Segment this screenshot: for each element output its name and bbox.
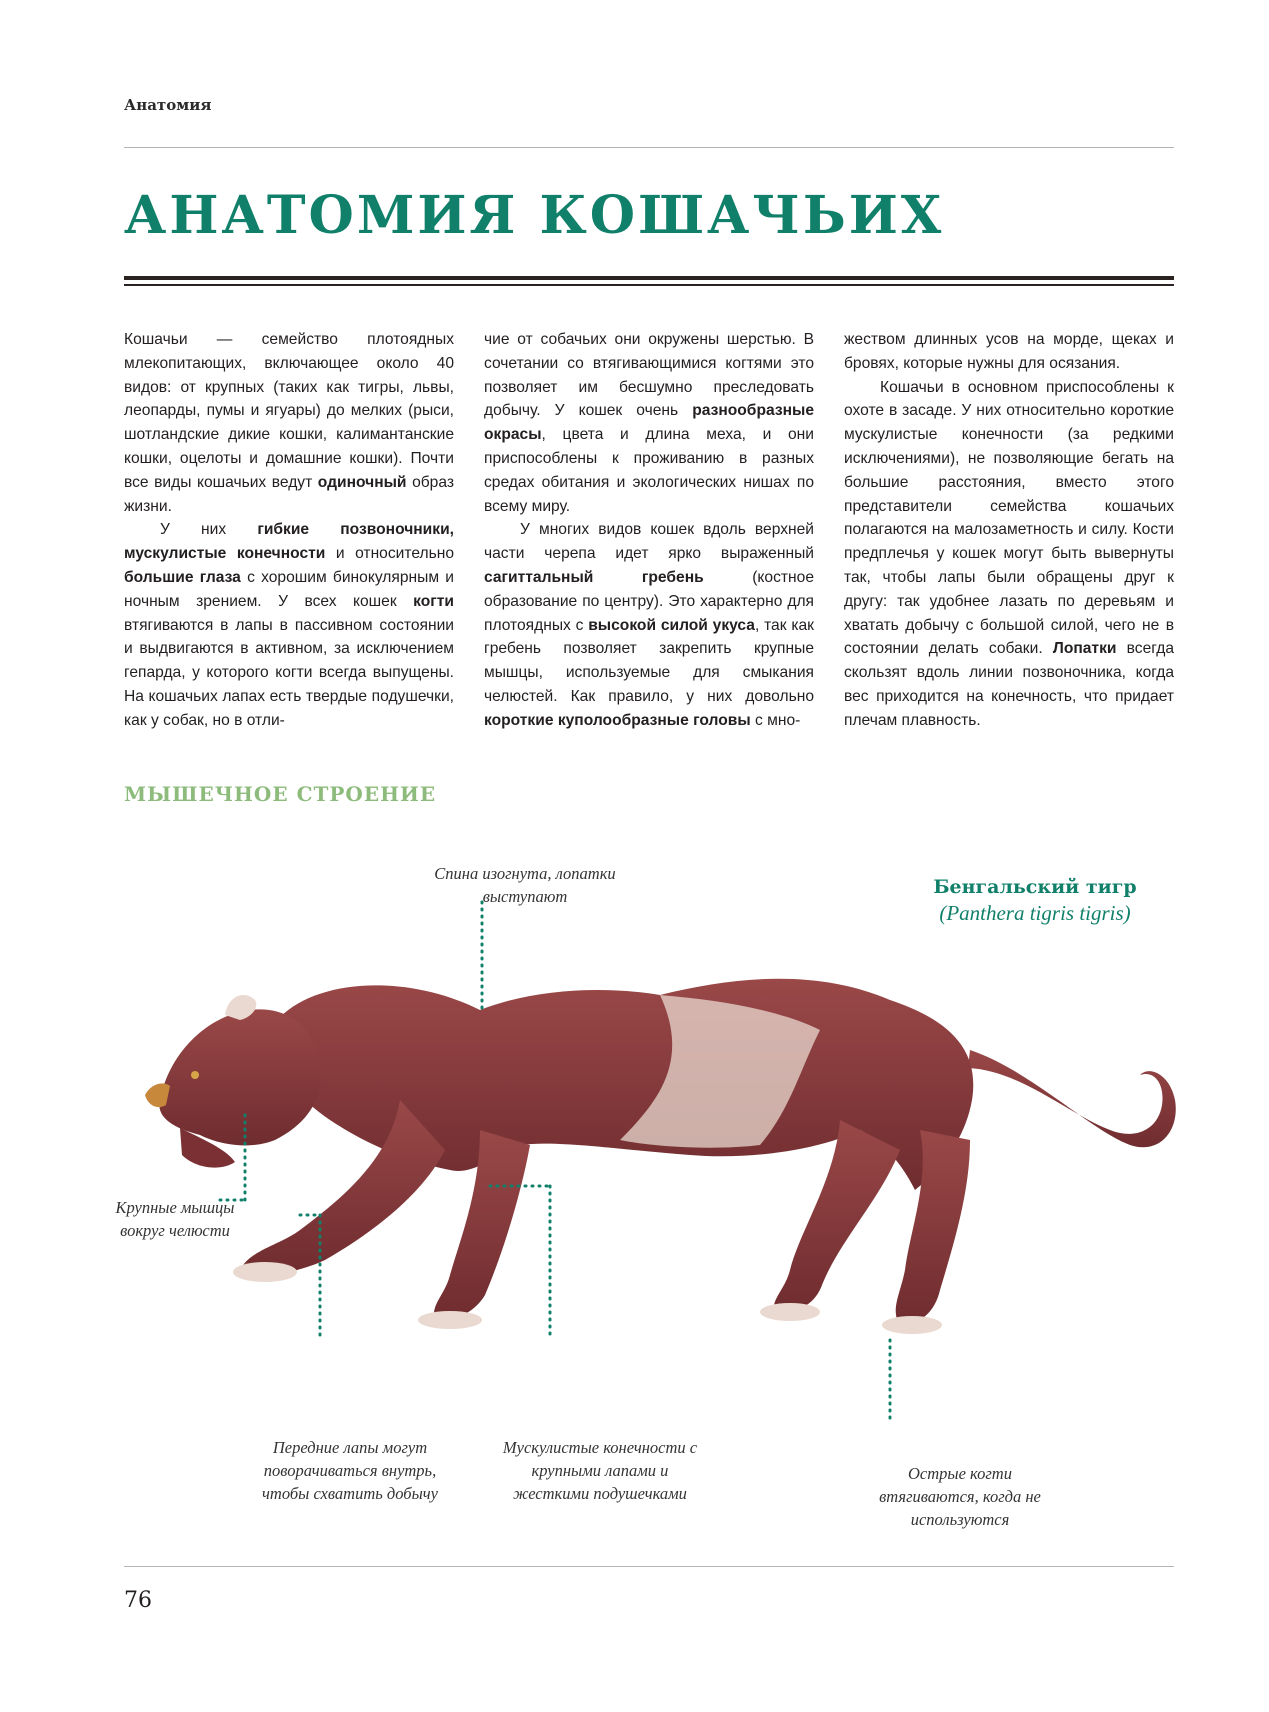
text-run: чие от собачьих они окружены шерстью. В сочетании со втягивающимися когтями это позволяет им бесшумно преследовать добычу. У кошек очень [484, 331, 814, 420]
rear-paw-right [882, 1316, 942, 1334]
text-run: жеством длинных усов на морде, щеках и бровях, которые нужны для осязания. [844, 331, 1174, 372]
title-rule-thick [124, 276, 1174, 280]
bold-term: высокой силой укуса [588, 616, 755, 634]
page-number: 76 [124, 1588, 152, 1613]
paragraph [124, 328, 454, 518]
caption-legs: Мускулистые конечности с крупными лапами и жесткими подушечками [502, 1438, 698, 1503]
text-run: (костное образование по центру). Это характерно для плотоядных с [484, 568, 814, 634]
text-run: У многих видов кошек вдоль верхней части черепа идет ярко выраженный [484, 521, 814, 563]
text-run: , цвета и длина меха, и они приспособлены к проживанию в разных средах обитания и экологических нишах по всему миру. [484, 426, 814, 515]
footer-divider [124, 1566, 1174, 1567]
bold-term: короткие куполообразные головы [484, 711, 751, 729]
caption-back: Спина изогнута, лопатки выступают [434, 864, 616, 906]
paragraph [124, 518, 454, 732]
text-run: втягиваются в лапы в пассивном состоянии и выдвигаются в активном, за исключением гепарда, у которого когти всегда выпущены. На кошачьих лапах есть твердые подушечки, как у собак, но в отли- [124, 616, 454, 729]
paragraph [484, 328, 814, 518]
rear-paw-left [760, 1303, 820, 1321]
text-run: , так как гребень позволяет закрепить крупные мышцы, используемые для смыкания челюстей. Как правило, у них довольно [484, 616, 814, 705]
bold-term: гибкие позвоночники, мускулистые конечности [124, 521, 454, 563]
text-run: У них [160, 521, 258, 539]
species-latin-name: (Panthera tigris tigris) [939, 901, 1131, 925]
bold-term: одиночный [317, 473, 407, 491]
bold-term: разнообразные окрасы [484, 402, 814, 444]
front-paw-right [418, 1311, 482, 1329]
paragraph [844, 328, 1174, 376]
tiger-eye [191, 1071, 199, 1079]
tiger-tail [968, 1050, 1176, 1147]
bold-term: сагиттальный гребень [484, 568, 704, 586]
paragraph [484, 518, 814, 732]
bold-term: большие глаза [124, 568, 241, 586]
page-title: АНАТОМИЯ КОШАЧЬИХ [124, 185, 945, 246]
text-run: Кошачьи — семейство плотоядных млекопитающих, включающее около 40 видов: от крупных (таких как тигры, львы, леопарды, пумы и ягуары) до мелких (рыси, шотландские дикие кошки, калимантанские кошки, оцелоты и домашние кошки). Почти все виды кошачьих ведут [124, 331, 454, 491]
paragraph [844, 376, 1174, 733]
text-column-2 [484, 328, 814, 733]
text-run: с мно- [750, 711, 801, 729]
text-column-3 [844, 328, 1174, 733]
bold-term: когти [413, 592, 454, 610]
section-heading: МЫШЕЧНОЕ СТРОЕНИЕ [124, 782, 437, 806]
leader-lines [220, 900, 890, 1420]
bold-term: Лопатки [1052, 640, 1117, 658]
header-divider [124, 147, 1174, 148]
text-column-1 [124, 328, 454, 733]
caption-front-paws: Передние лапы могут поворачиваться внутрь, чтобы схватить добычу [262, 1438, 438, 1503]
text-run: всегда скользят вдоль линии позвоночника, когда вес приходится на конечность, что придает плечам плавность. [844, 640, 1175, 729]
caption-claws: Острые когти втягиваются, когда не используются [879, 1464, 1041, 1529]
tiger-muscle-illustration [100, 900, 1200, 1420]
running-head: Анатомия [124, 96, 212, 114]
title-rule-thin [124, 284, 1174, 286]
text-run: с хорошим бинокулярным и ночным зрением. У всех кошек [124, 568, 454, 610]
front-paw-left [233, 1262, 297, 1282]
caption-jaw: Крупные мышцы вокруг челюсти [115, 1198, 235, 1240]
species-label [900, 874, 1170, 926]
tiger-head [159, 1009, 320, 1145]
text-run: и относительно [325, 545, 454, 563]
text-run: образ жизни. [124, 473, 454, 515]
species-name: Бенгальский тигр [933, 876, 1137, 898]
text-run: Кошачьи в основном приспособлены к охоте в засаде. У них относительно короткие мускулистые конечности (за редкими исключениями), не позволяющие бегать на большие расстояния, вместо этого представители семейства кошачьих полагаются на малозаметность и силу. Кости предплечья у кошек могут быть вывернуты так, чтобы лапы были обращены друг к другу: так удобнее лазать по деревьям и хватать добычу с большой силой, чего не в состоянии делать собаки. [844, 378, 1174, 658]
tiger-nose [145, 1083, 170, 1107]
